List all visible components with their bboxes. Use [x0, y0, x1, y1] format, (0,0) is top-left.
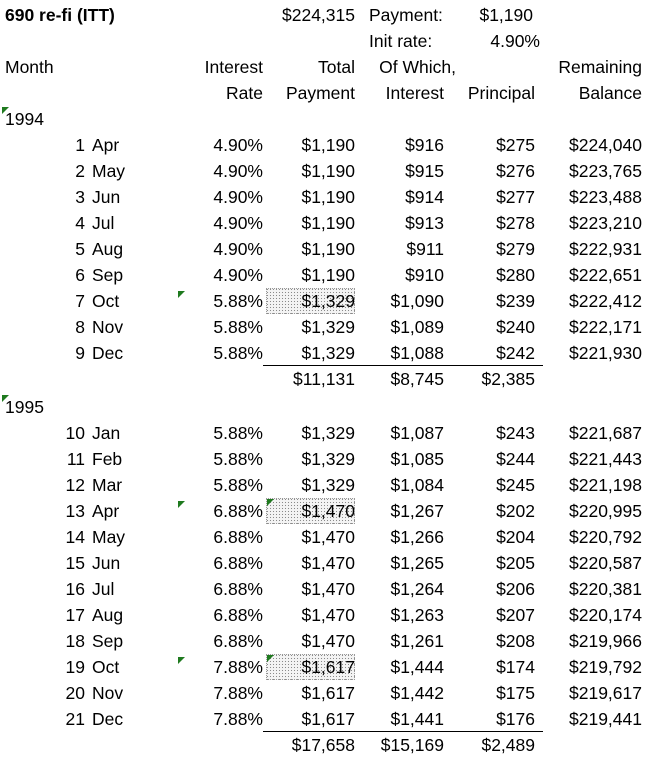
- total-principal-sum[interactable]: $2,489: [481, 735, 535, 755]
- principal-cell[interactable]: $280: [496, 265, 535, 285]
- month-name[interactable]: Mar: [92, 475, 123, 495]
- total-payment-cell[interactable]: $1,329: [301, 343, 355, 363]
- month-name[interactable]: Aug: [92, 605, 124, 625]
- interest-rate-cell[interactable]: 5.88%: [213, 343, 263, 363]
- principal-cell[interactable]: $202: [496, 501, 535, 521]
- table-row: [0, 288, 653, 314]
- interest-rate-cell[interactable]: 4.90%: [213, 213, 263, 233]
- total-payment-cell[interactable]: $1,190: [301, 161, 355, 181]
- month-number[interactable]: 1: [75, 135, 85, 155]
- month-name[interactable]: Oct: [92, 657, 120, 677]
- month-number[interactable]: 11: [66, 449, 85, 469]
- table-row: [0, 184, 653, 210]
- interest-rate-cell[interactable]: 4.90%: [213, 265, 263, 285]
- header-total-payment-2[interactable]: Payment: [285, 83, 355, 103]
- comment-marker-icon: [267, 655, 274, 662]
- year-label[interactable]: 1994: [5, 109, 44, 129]
- loan-principal[interactable]: $224,315: [282, 5, 355, 25]
- month-name[interactable]: Aug: [92, 239, 124, 259]
- interest-rate-cell[interactable]: 4.90%: [213, 135, 263, 155]
- month-name[interactable]: Apr: [92, 501, 120, 521]
- totals-row: [0, 732, 653, 758]
- comment-marker-icon: [178, 657, 185, 664]
- header-interest-rate-1[interactable]: Interest: [204, 57, 263, 77]
- header-remaining-1[interactable]: Remaining: [558, 57, 642, 77]
- month-number[interactable]: 7: [75, 291, 85, 311]
- month-number[interactable]: 13: [65, 501, 85, 521]
- interest-cell[interactable]: $1,264: [390, 579, 444, 599]
- interest-cell[interactable]: $911: [406, 239, 444, 259]
- balance-cell[interactable]: $221,443: [569, 449, 642, 469]
- interest-cell[interactable]: $910: [405, 265, 444, 285]
- total-principal-sum[interactable]: $2,385: [481, 369, 535, 389]
- principal-cell[interactable]: $206: [496, 579, 535, 599]
- month-name[interactable]: Nov: [92, 683, 124, 703]
- interest-rate-cell[interactable]: 5.88%: [213, 423, 263, 443]
- interest-cell[interactable]: $914: [405, 187, 444, 207]
- interest-rate-cell[interactable]: 4.90%: [213, 161, 263, 181]
- total-payment-cell[interactable]: $1,329: [301, 317, 355, 337]
- table-row: [0, 446, 653, 472]
- month-number[interactable]: 8: [75, 317, 85, 337]
- header-principal[interactable]: Principal: [467, 83, 535, 103]
- interest-cell[interactable]: $1,265: [390, 553, 444, 573]
- principal-cell[interactable]: $276: [496, 161, 535, 181]
- principal-cell[interactable]: $243: [496, 423, 535, 443]
- total-payment-cell[interactable]: $1,329: [301, 449, 355, 469]
- interest-cell[interactable]: $1,444: [390, 657, 444, 677]
- month-name[interactable]: May: [92, 161, 126, 181]
- header-of-which-1[interactable]: Of Which,: [379, 57, 456, 77]
- total-payment-cell[interactable]: $1,190: [301, 239, 355, 259]
- table-row: [0, 210, 653, 236]
- month-name[interactable]: May: [92, 527, 126, 547]
- table-row: [0, 236, 653, 262]
- interest-rate-cell[interactable]: 6.88%: [213, 605, 263, 625]
- balance-cell[interactable]: $223,210: [569, 213, 642, 233]
- total-payment-cell[interactable]: $1,617: [301, 683, 355, 703]
- interest-rate-cell[interactable]: 5.88%: [213, 449, 263, 469]
- month-name[interactable]: Jun: [92, 187, 121, 207]
- interest-cell[interactable]: $1,085: [390, 449, 444, 469]
- total-payment-cell[interactable]: $1,190: [301, 265, 355, 285]
- month-number[interactable]: 21: [65, 709, 85, 729]
- balance-cell[interactable]: $220,587: [569, 553, 642, 573]
- interest-rate-cell[interactable]: 5.88%: [213, 475, 263, 495]
- month-number[interactable]: 15: [65, 553, 85, 573]
- principal-cell[interactable]: $279: [496, 239, 535, 259]
- year-label[interactable]: 1995: [5, 397, 44, 417]
- table-row: [0, 550, 653, 576]
- month-name[interactable]: Apr: [92, 135, 120, 155]
- comment-marker-icon: [2, 107, 9, 114]
- principal-cell[interactable]: $208: [496, 631, 535, 651]
- month-name[interactable]: Dec: [92, 343, 124, 363]
- principal-cell[interactable]: $175: [496, 683, 535, 703]
- interest-cell[interactable]: $1,263: [390, 605, 444, 625]
- balance-cell[interactable]: $219,792: [569, 657, 642, 677]
- balance-cell[interactable]: $220,381: [569, 579, 642, 599]
- header-interest-rate-2[interactable]: Rate: [226, 83, 263, 103]
- balance-cell[interactable]: $221,198: [569, 475, 642, 495]
- interest-rate-cell[interactable]: 6.88%: [213, 527, 263, 547]
- month-number[interactable]: 19: [65, 657, 85, 677]
- total-interest-sum[interactable]: $15,169: [380, 735, 444, 755]
- principal-cell[interactable]: $240: [496, 317, 535, 337]
- principal-cell[interactable]: $204: [496, 527, 535, 547]
- interest-cell[interactable]: $1,261: [390, 631, 444, 651]
- total-payment-sum[interactable]: $11,131: [293, 369, 355, 389]
- interest-cell[interactable]: $915: [405, 161, 444, 181]
- principal-cell[interactable]: $275: [496, 135, 535, 155]
- balance-cell[interactable]: $220,792: [569, 527, 642, 547]
- month-name[interactable]: Jan: [92, 423, 121, 443]
- interest-cell[interactable]: $1,442: [390, 683, 444, 703]
- interest-cell[interactable]: $1,266: [390, 527, 444, 547]
- balance-cell[interactable]: $222,171: [569, 317, 642, 337]
- table-row: [0, 472, 653, 498]
- interest-cell[interactable]: $1,089: [390, 317, 444, 337]
- comment-marker-icon: [2, 395, 9, 402]
- balance-cell[interactable]: $219,966: [569, 631, 642, 651]
- header-month[interactable]: Month: [5, 57, 54, 77]
- interest-rate-cell[interactable]: 7.88%: [213, 683, 263, 703]
- total-payment-cell[interactable]: $1,190: [301, 213, 355, 233]
- balance-cell[interactable]: $223,765: [569, 161, 642, 181]
- header-row-2: [0, 28, 653, 54]
- month-name[interactable]: Jul: [92, 213, 115, 233]
- total-payment-cell[interactable]: $1,470: [301, 553, 355, 573]
- principal-cell[interactable]: $278: [496, 213, 535, 233]
- principal-cell[interactable]: $244: [496, 449, 535, 469]
- interest-rate-cell[interactable]: 4.90%: [213, 239, 263, 259]
- interest-cell[interactable]: $916: [405, 135, 444, 155]
- month-number[interactable]: 17: [65, 605, 85, 625]
- balance-cell[interactable]: $224,040: [569, 135, 642, 155]
- interest-rate-cell[interactable]: 6.88%: [213, 631, 263, 651]
- init-rate-label[interactable]: Init rate:: [369, 31, 433, 51]
- totals-row: [0, 366, 653, 392]
- total-payment-cell[interactable]: $1,329: [301, 475, 355, 495]
- comment-marker-icon: [178, 501, 185, 508]
- balance-cell[interactable]: $223,488: [569, 187, 642, 207]
- month-number[interactable]: 2: [75, 161, 85, 181]
- header-of-which-2[interactable]: Interest: [385, 83, 444, 103]
- principal-cell[interactable]: $277: [496, 187, 535, 207]
- month-name[interactable]: Sep: [92, 631, 124, 651]
- month-number[interactable]: 5: [75, 239, 85, 259]
- month-number[interactable]: 14: [65, 527, 85, 547]
- interest-rate-cell[interactable]: 5.88%: [213, 291, 263, 311]
- month-name[interactable]: Sep: [92, 265, 124, 285]
- interest-rate-cell[interactable]: 5.88%: [213, 317, 263, 337]
- total-payment-cell[interactable]: $1,470: [301, 579, 355, 599]
- total-payment-cell[interactable]: $1,470: [301, 527, 355, 547]
- header-remaining-2[interactable]: Balance: [578, 83, 642, 103]
- sheet-title[interactable]: 690 re-fi (ITT): [5, 5, 115, 25]
- year-row: [0, 394, 653, 420]
- month-name[interactable]: Dec: [92, 709, 124, 729]
- month-number[interactable]: 20: [65, 683, 85, 703]
- table-row: [0, 340, 653, 366]
- total-payment-cell[interactable]: $1,470: [301, 605, 355, 625]
- balance-cell[interactable]: $222,931: [569, 239, 642, 259]
- month-number[interactable]: 18: [65, 631, 85, 651]
- month-number[interactable]: 12: [65, 475, 85, 495]
- month-name[interactable]: Jun: [92, 553, 121, 573]
- interest-cell[interactable]: $1,441: [390, 709, 444, 729]
- payment-value[interactable]: $1,190: [479, 5, 533, 25]
- header-row-1: [0, 2, 653, 28]
- month-name[interactable]: Jul: [92, 579, 115, 599]
- month-number[interactable]: 3: [75, 187, 85, 207]
- month-number[interactable]: 9: [75, 343, 85, 363]
- balance-cell[interactable]: $219,617: [569, 683, 642, 703]
- month-number[interactable]: 10: [65, 423, 85, 443]
- comment-marker-icon: [267, 499, 274, 506]
- balance-cell[interactable]: $220,174: [569, 605, 642, 625]
- year-row: [0, 106, 653, 132]
- principal-cell[interactable]: $205: [496, 553, 535, 573]
- principal-cell[interactable]: $239: [496, 291, 535, 311]
- balance-cell[interactable]: $221,930: [569, 343, 642, 363]
- month-number[interactable]: 16: [65, 579, 85, 599]
- principal-cell[interactable]: $207: [496, 605, 535, 625]
- total-payment-cell[interactable]: $1,329: [301, 423, 355, 443]
- comment-marker-icon: [178, 291, 185, 298]
- table-row: [0, 420, 653, 446]
- total-interest-sum[interactable]: $8,745: [390, 369, 444, 389]
- table-row: [0, 706, 653, 732]
- table-row: [0, 576, 653, 602]
- month-number[interactable]: 6: [75, 265, 85, 285]
- principal-cell[interactable]: $242: [496, 343, 535, 363]
- total-payment-cell[interactable]: $1,617: [301, 709, 355, 729]
- table-row: [0, 314, 653, 340]
- balance-cell[interactable]: $222,651: [569, 265, 642, 285]
- principal-cell[interactable]: $176: [496, 709, 535, 729]
- table-row: [0, 680, 653, 706]
- table-row: [0, 158, 653, 184]
- total-payment-cell[interactable]: $1,470: [266, 498, 355, 524]
- interest-cell[interactable]: $1,088: [390, 343, 444, 363]
- total-payment-sum[interactable]: $17,658: [291, 735, 355, 755]
- interest-rate-cell[interactable]: 6.88%: [213, 553, 263, 573]
- balance-cell[interactable]: $222,412: [569, 291, 642, 311]
- total-payment-cell[interactable]: $1,329: [266, 288, 355, 314]
- month-name[interactable]: Oct: [92, 291, 120, 311]
- interest-cell[interactable]: $1,084: [390, 475, 444, 495]
- interest-cell[interactable]: $1,087: [390, 423, 444, 443]
- interest-rate-cell[interactable]: 4.90%: [213, 187, 263, 207]
- column-headers-2: [0, 80, 653, 106]
- interest-rate-cell[interactable]: 7.88%: [213, 709, 263, 729]
- total-payment-cell[interactable]: $1,470: [301, 631, 355, 651]
- table-row: [0, 628, 653, 654]
- column-headers-1: [0, 54, 653, 80]
- interest-rate-cell[interactable]: 7.88%: [213, 657, 263, 677]
- interest-rate-cell[interactable]: 6.88%: [213, 501, 263, 521]
- balance-cell[interactable]: $221,687: [569, 423, 642, 443]
- table-row: [0, 262, 653, 288]
- table-row: [0, 524, 653, 550]
- payment-label[interactable]: Payment:: [369, 5, 443, 25]
- principal-cell[interactable]: $245: [496, 475, 535, 495]
- month-name[interactable]: Nov: [92, 317, 124, 337]
- init-rate-value[interactable]: 4.90%: [490, 31, 540, 51]
- header-total-payment-1[interactable]: Total: [318, 57, 355, 77]
- total-payment-cell[interactable]: $1,190: [301, 187, 355, 207]
- table-row: [0, 654, 653, 680]
- principal-cell[interactable]: $174: [496, 657, 535, 677]
- table-row: [0, 498, 653, 524]
- table-row: [0, 132, 653, 158]
- interest-cell[interactable]: $1,090: [390, 291, 444, 311]
- interest-cell[interactable]: $1,267: [390, 501, 444, 521]
- total-payment-cell[interactable]: $1,617: [266, 654, 355, 680]
- total-payment-cell[interactable]: $1,190: [301, 135, 355, 155]
- month-number[interactable]: 4: [75, 213, 85, 233]
- interest-cell[interactable]: $913: [405, 213, 444, 233]
- month-name[interactable]: Feb: [92, 449, 123, 469]
- interest-rate-cell[interactable]: 6.88%: [213, 579, 263, 599]
- table-row: [0, 602, 653, 628]
- balance-cell[interactable]: $219,441: [569, 709, 642, 729]
- balance-cell[interactable]: $220,995: [569, 501, 642, 521]
